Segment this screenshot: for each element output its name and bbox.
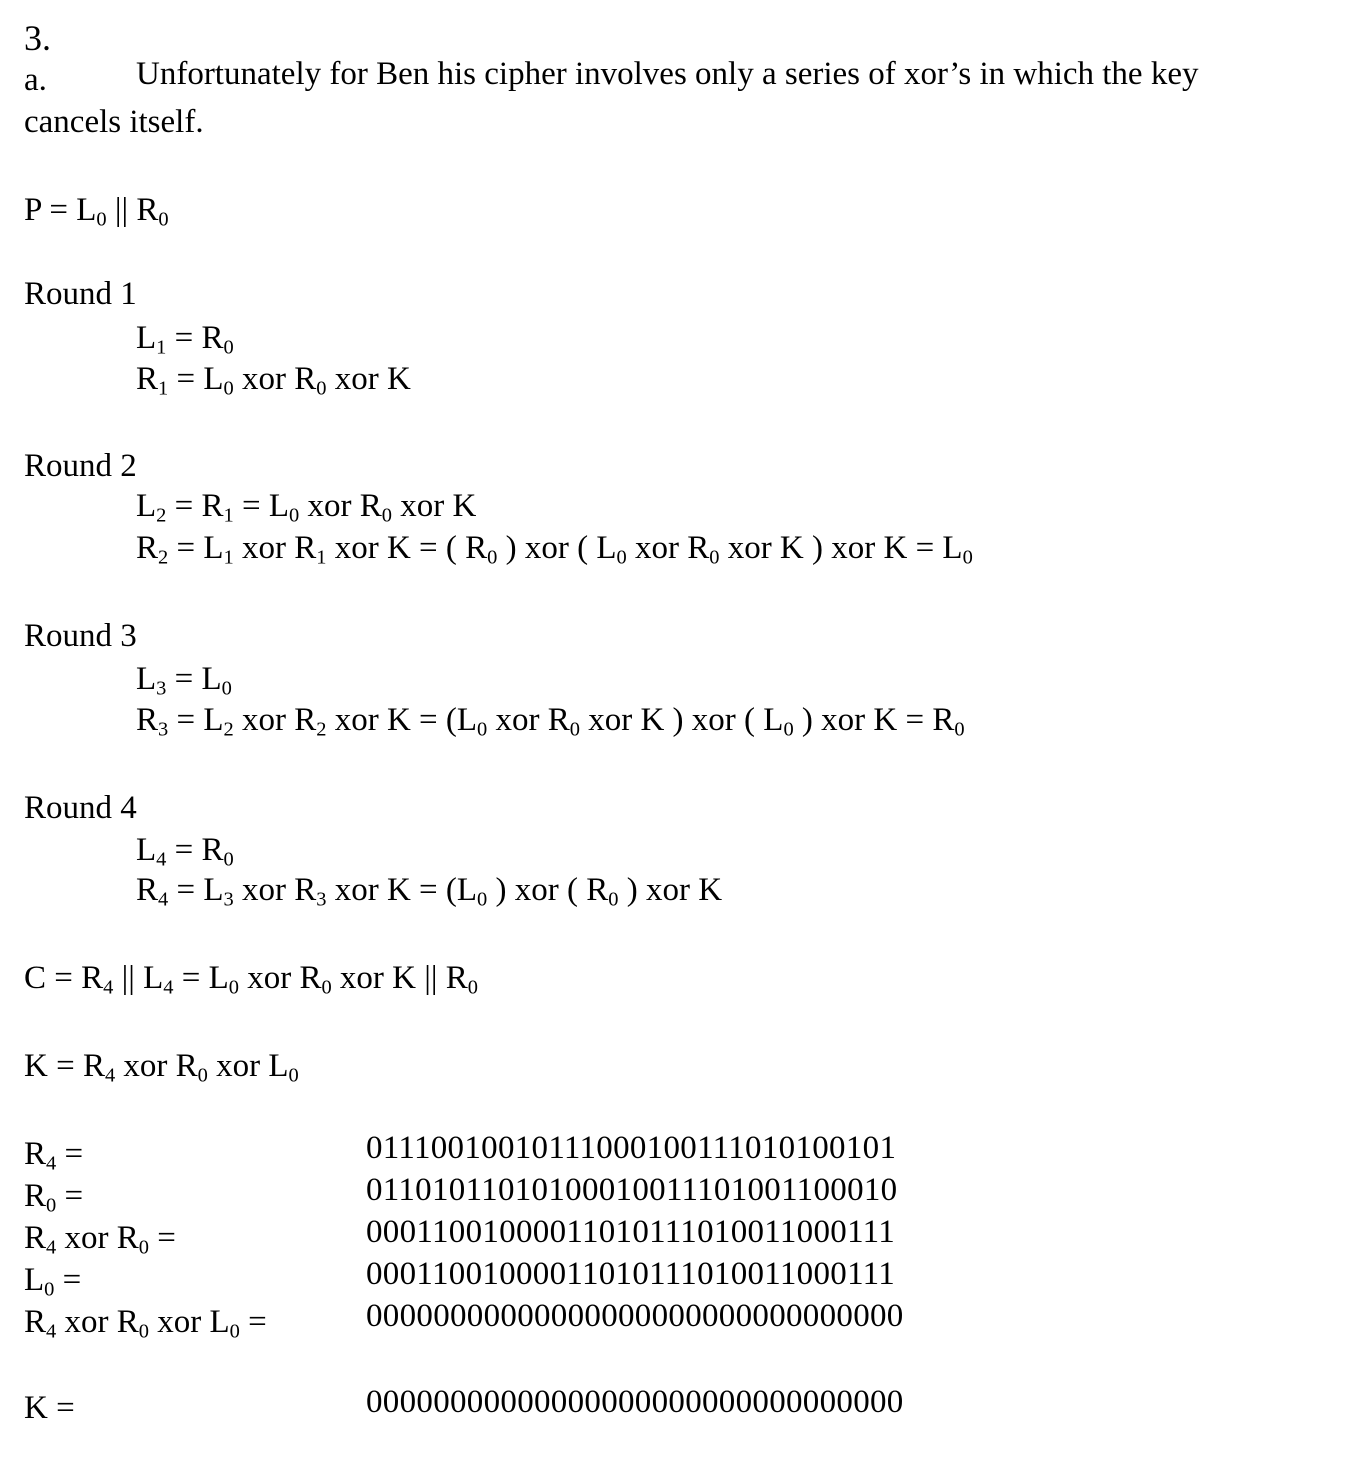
- subscript-index: 4: [104, 1064, 116, 1087]
- subscript-index: 0: [616, 546, 627, 569]
- round-1-eq2: $R_1 = L_0$ xor $R_0$ xor K: [136, 361, 411, 400]
- table-row-bits: 00000000000000000000000000000000: [366, 1298, 904, 1334]
- subscript-index: 0: [223, 336, 234, 359]
- subscript-index: 4: [163, 976, 174, 999]
- round-1-eq1: $L_1 = R_0$: [136, 320, 234, 359]
- problem-number: 3.: [24, 18, 51, 58]
- subscript-index: 0: [138, 1236, 149, 1259]
- round-2-eq1: $L_2 = R_1 = L_0$ xor $R_0$ xor K: [136, 488, 477, 527]
- round-4-eq1: $L_4 = R_0$: [136, 832, 234, 871]
- round-1-title: Round 1: [24, 276, 137, 312]
- subscript-index: 0: [223, 377, 234, 400]
- table-row-label: $R_0$ =: [24, 1178, 84, 1217]
- subscript-index: 3: [156, 677, 167, 700]
- subscript-index: 4: [46, 1152, 57, 1175]
- round-3-title: Round 3: [24, 618, 137, 654]
- subscript-index: 1: [223, 504, 234, 527]
- subscript-index: 0: [783, 718, 794, 741]
- subscript-index: 1: [158, 377, 169, 400]
- subscript-index: 4: [156, 848, 167, 871]
- round-3-eq1: $L_3 = L_0$: [136, 661, 232, 700]
- table-row-label: $R_4$ =: [24, 1136, 84, 1175]
- subscript-index: 0: [228, 976, 239, 999]
- subscript-index: 0: [158, 208, 169, 231]
- subscript-index: 2: [316, 718, 327, 741]
- subscript-index: 0: [709, 546, 720, 569]
- round-4-eq2: $R_4 = L_3$ xor $R_3$ xor $K = (L_0$ ) xor ( $R_0$ ) xor K: [136, 872, 723, 911]
- subscript-index: 2: [158, 546, 169, 569]
- key-result-label: K =: [24, 1390, 75, 1426]
- subscript-index: 0: [46, 1194, 57, 1217]
- subscript-index: 0: [467, 976, 478, 999]
- subscript-index: 0: [321, 976, 332, 999]
- subscript-index: 0: [962, 546, 973, 569]
- subscript-index: 2: [223, 718, 234, 741]
- key-equation: $K = R_4$ xor $R_0$ xor $L_0$: [24, 1048, 299, 1087]
- subscript-index: 0: [223, 848, 234, 871]
- round-2-title: Round 2: [24, 448, 137, 484]
- subscript-index: 0: [477, 718, 488, 741]
- subscript-index: 4: [46, 1320, 57, 1343]
- subscript-index: 1: [156, 336, 167, 359]
- subscript-index: 3: [158, 718, 169, 741]
- part-a-text-line1: Unfortunately for Ben his cipher involves only a series of xor’s in which the key: [136, 56, 1199, 92]
- subscript-index: 0: [381, 504, 392, 527]
- subscript-index: 4: [158, 888, 169, 911]
- table-row-label: $L_0$ =: [24, 1262, 82, 1301]
- subscript-index: 4: [103, 976, 114, 999]
- subscript-index: 3: [316, 888, 327, 911]
- table-row-label: $R_4$ xor $R_0$ =: [24, 1220, 176, 1259]
- table-row-bits: 01101011010100010011101001100010: [366, 1172, 898, 1208]
- subscript-index: 0: [138, 1320, 149, 1343]
- ciphertext-equation: $C = R_4$ || $L_4 = L_0$ xor $R_0$ xor K || $R_0$: [24, 960, 478, 999]
- subscript-index: 2: [156, 504, 167, 527]
- key-result-bits: 00000000000000000000000000000000: [366, 1384, 904, 1420]
- round-4-title: Round 4: [24, 790, 137, 826]
- subscript-index: 0: [229, 1320, 240, 1343]
- subscript-index: 0: [477, 888, 488, 911]
- subscript-index: 1: [223, 546, 234, 569]
- subscript-index: 0: [288, 1064, 299, 1087]
- subscript-index: 0: [316, 377, 327, 400]
- subscript-index: 4: [46, 1236, 57, 1259]
- subscript-index: 0: [96, 208, 107, 231]
- table-row-label: $R_4$ xor $R_0$ xor $L_0$ =: [24, 1304, 267, 1343]
- table-row-bits: 00011001000011010111010011000111: [366, 1256, 896, 1292]
- subscript-index: 0: [221, 677, 232, 700]
- subscript-index: 0: [197, 1064, 208, 1087]
- round-2-eq2: $R_2 = L_1$ xor $R_1$ xor K = ( $R_0$ ) xor ( $L_0$ xor $R_0$ xor K ) xor $K = L_0$: [136, 530, 973, 569]
- round-3-eq2: $R_3 = L_2$ xor $R_2$ xor $K = (L_0$ xor $R_0$ xor K ) xor ( $L_0$ ) xor $K = R_0$: [136, 702, 965, 741]
- part-a-label: a.: [24, 62, 47, 98]
- subscript-index: 3: [223, 888, 234, 911]
- subscript-index: 1: [316, 546, 327, 569]
- subscript-index: 0: [44, 1278, 55, 1301]
- table-row-bits: 01110010010111000100111010100101: [366, 1130, 897, 1166]
- plaintext-equation: $P = L_0$ || $R_0$: [24, 192, 169, 231]
- subscript-index: 0: [608, 888, 619, 911]
- subscript-index: 0: [954, 718, 965, 741]
- subscript-index: 0: [289, 504, 300, 527]
- table-row-bits: 00011001000011010111010011000111: [366, 1214, 896, 1250]
- subscript-index: 0: [487, 546, 498, 569]
- part-a-text-line2: cancels itself.: [24, 104, 204, 140]
- subscript-index: 0: [569, 718, 580, 741]
